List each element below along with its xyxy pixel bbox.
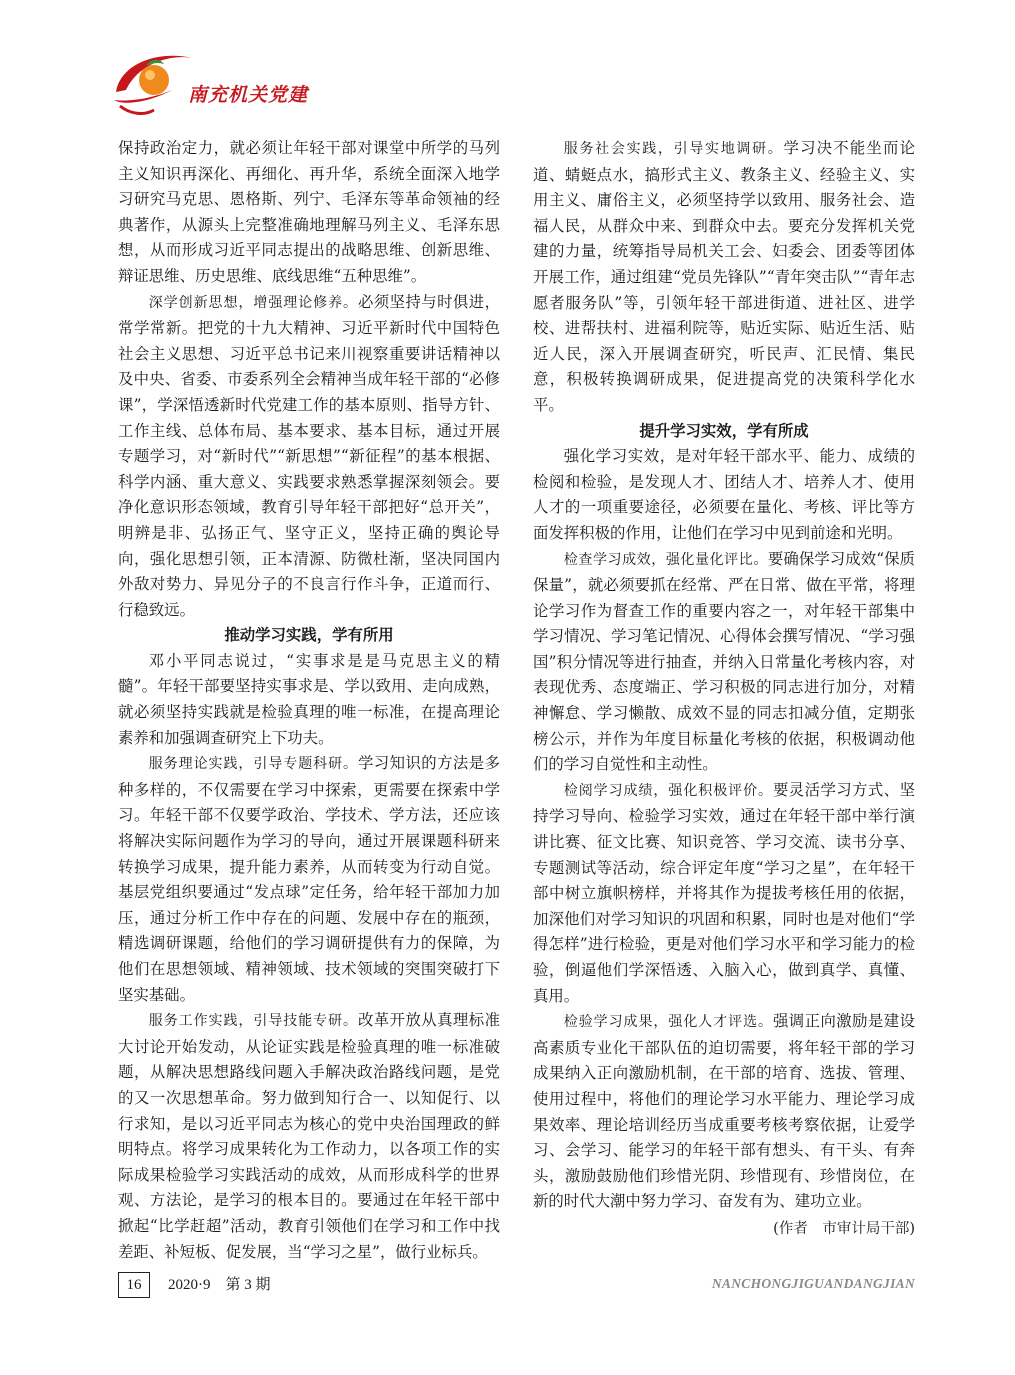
paragraph-text: 邓小平同志说过，“实事求是是马克思主义的精髓”。年轻干部要坚持实事求是、学以致用、走向成熟，就必须坚持实践就是检验真理的唯一标准，在提高理论素养和加强调查研究上下功夫。: [118, 651, 500, 747]
paragraph: [533, 778, 915, 1009]
section-heading: 推动学习实践，学有所用: [224, 626, 394, 645]
author-credit: (作者 市审计局干部): [773, 1220, 915, 1237]
brand-title: 南充机关党建: [188, 84, 309, 106]
page-footer: [118, 1272, 915, 1298]
right-column: [533, 136, 915, 1243]
paragraph-lead: 检阅学习成绩，强化积极评价。: [563, 782, 773, 799]
paragraph-text: 强调正向激励是建设高素质专业化干部队伍的迫切需要，将年轻干部的学习成果纳入正向激励机制，在干部的培育、选拔、管理、使用过程中，将他们的理论学习水平能力、理论学习成果效率、理论培训经历当成重要考核考察依据，让爱学习、会学习、能学习的年轻干部有想头、有干头、有奔头，激励鼓励他们珍惜光阴、珍惜现有、珍惜岗位，在新的时代大潮中努力学习、奋发有为、建功立业。: [533, 1012, 915, 1211]
paragraph-text: 改革开放从真理标准大讨论开始发动，从论证实践是检验真理的唯一标准破题，从解决思想路线问题入手解决政治路线问题，是党的又一次思想革命。努力做到知行合一、以知促行、以行求知，是以习近平同志为核心的党中央治国理政的鲜明特点。将学习成果转化为工作动力，以各项工作的实际成果检验学习实践活动的成效，从而形成科学的世界观、方法论，是学习的根本目的。要通过在年轻干部中掀起“比学赶超”活动，教育引领他们在学习和工作中找差距、补短板、促发展，当“学习之星”，做行业标兵。: [118, 1011, 500, 1261]
paragraph-lead: 检验学习成果，强化人才评选。: [563, 1014, 773, 1031]
paragraph-lead: 服务社会实践，引导实地调研。: [563, 141, 784, 157]
paragraph: [533, 1009, 915, 1215]
paragraph: [118, 649, 500, 751]
left-column: [118, 136, 500, 1265]
paragraph-text: 保持政治定力，就必须让年轻干部对课堂中所学的马列主义知识再深化、再细化、再升华，系统全面深入地学习研究马克思、恩格斯、列宁、毛泽东等革命领袖的经典著作，从源头上完整准确地理解马列主义、毛泽东思想，从而形成习近平同志提出的战略思维、创新思维、辩证思维、历史思维、底线思维“五种思维”。: [118, 139, 500, 285]
paragraph-text: 强化学习实效，是对年轻干部水平、能力、成绩的检阅和检验，是发现人才、团结人才、培养人才、使用人才的一项重要途径，必须要在量化、考核、评比等方面发挥积极的作用，让他们在学习中见到前途和光明。: [533, 447, 915, 542]
issue-label: 2020·9 第 3 期: [168, 1277, 271, 1293]
paragraph-lead: 服务工作实践，引导技能专研。: [148, 1013, 358, 1030]
page-number: 16: [118, 1272, 150, 1298]
paragraph-text: 要确保学习成效“保质保量”，就必须要抓在经常、严在日常、做在平常，将理论学习作为督查工作的重要内容之一，对年轻干部集中学习情况、学习笔记情况、心得体会撰写情况、“学习强国”积分情况等进行抽查，并纳入日常量化考核内容，对表现优秀、态度端正、学习积极的同志进行加分，对精神懈怠、学习懒散、成效不显的同志扣减分值，定期张榜公示，并作为年度目标量化考核的依据，积极调动他们的学习自觉性和主动性。: [533, 549, 915, 774]
paragraph: [118, 1008, 500, 1265]
party-logo-icon: [110, 40, 200, 120]
paragraph-lead: 服务理论实践，引导专题科研。: [148, 756, 358, 773]
paragraph: [533, 444, 915, 546]
page-header: [110, 40, 410, 120]
paragraph-lead: 深学创新思想，增强理论修养。: [148, 294, 358, 311]
paragraph-text: 必须坚持与时俱进，常学常新。把党的十九大精神、习近平新时代中国特色社会主义思想、习近平总书记来川视察重要讲话精神以及中央、省委、市委系列全会精神当成年轻干部的“必修课”，学深悟透新时代党建工作的基本原则、指导方针、工作主线、总体布局、基本要求、基本目标，通过开展专题学习，对“新时代”“新思想”“新征程”的基本根据、科学内涵、重大意义、实践要求熟悉掌握深刻领会。要净化意识形态领域，教育引导年轻干部把好“总开关”，明辨是非、弘扬正气、坚守正义，坚持正确的舆论导向，强化思想引领，正本清源、防微杜渐，坚决同国内外敌对势力、异见分子的不良言行作斗争，正道而行、行稳致远。: [118, 292, 500, 619]
paragraph: [118, 751, 500, 1008]
section-heading: 提升学习实效，学有所成: [639, 421, 809, 440]
publication-pinyin: NANCHONGJIGUANDANGJIAN: [711, 1276, 915, 1291]
paragraph: [118, 136, 500, 290]
paragraph: [118, 290, 500, 624]
paragraph-lead: 检查学习成效，强化量化评比。: [563, 551, 768, 568]
paragraph: [533, 547, 915, 778]
paragraph-text: 学习决不能坐而论道、蜻蜓点水，搞形式主义、教条主义、经验主义、实用主义、庸俗主义，必须坚持学以致用、服务社会、造福人民，从群众中来、到群众中去。要充分发挥机关党建的力量，统筹指导局机关工会、妇委会、团委等团体开展工作，通过组建“党员先锋队”“青年突击队”“青年志愿者服务队”等，引领年轻干部进街道、进社区、进学校、进帮扶村、进福利院等，贴近实际、贴近生活、贴近人民，深入开展调查研究，听民声、汇民情、集民意，积极转换调研成果，促进提高党的决策科学化水平。: [533, 139, 915, 414]
paragraph-text: 要灵活学习方式、坚持学习导向、检验学习实效，通过在年轻干部中举行演讲比赛、征文比赛、知识竞答、学习交流、读书分享、专题测试等活动，综合评定年度“学习之星”，在年轻干部中树立旗帜榜样，并将其作为提拔考核任用的依据，加深他们对学习知识的巩固和积累，同时也是对他们“学得怎样”进行检验，更是对他们学习水平和学习能力的检验，倒逼他们学深悟透、入脑入心，做到真学、真懂、真用。: [533, 780, 915, 1005]
paragraph-text: 学习知识的方法是多种多样的，不仅需要在学习中探索，更需要在探索中学习。年轻干部不仅要学政治、学技术、学方法，还应该将解决实际问题作为学习的导向，通过开展课题科研来转换学习成果，提升能力素养，从而转变为行动自觉。基层党组织要通过“发点球”定任务，给年轻干部加力加压，通过分析工作中存在的问题、发展中存在的瓶颈，精选调研课题，给他们的学习调研提供有力的保障，为他们在思想领域、精神领域、技术领域的突围突破打下坚实基础。: [118, 754, 500, 1004]
paragraph: [533, 136, 915, 419]
